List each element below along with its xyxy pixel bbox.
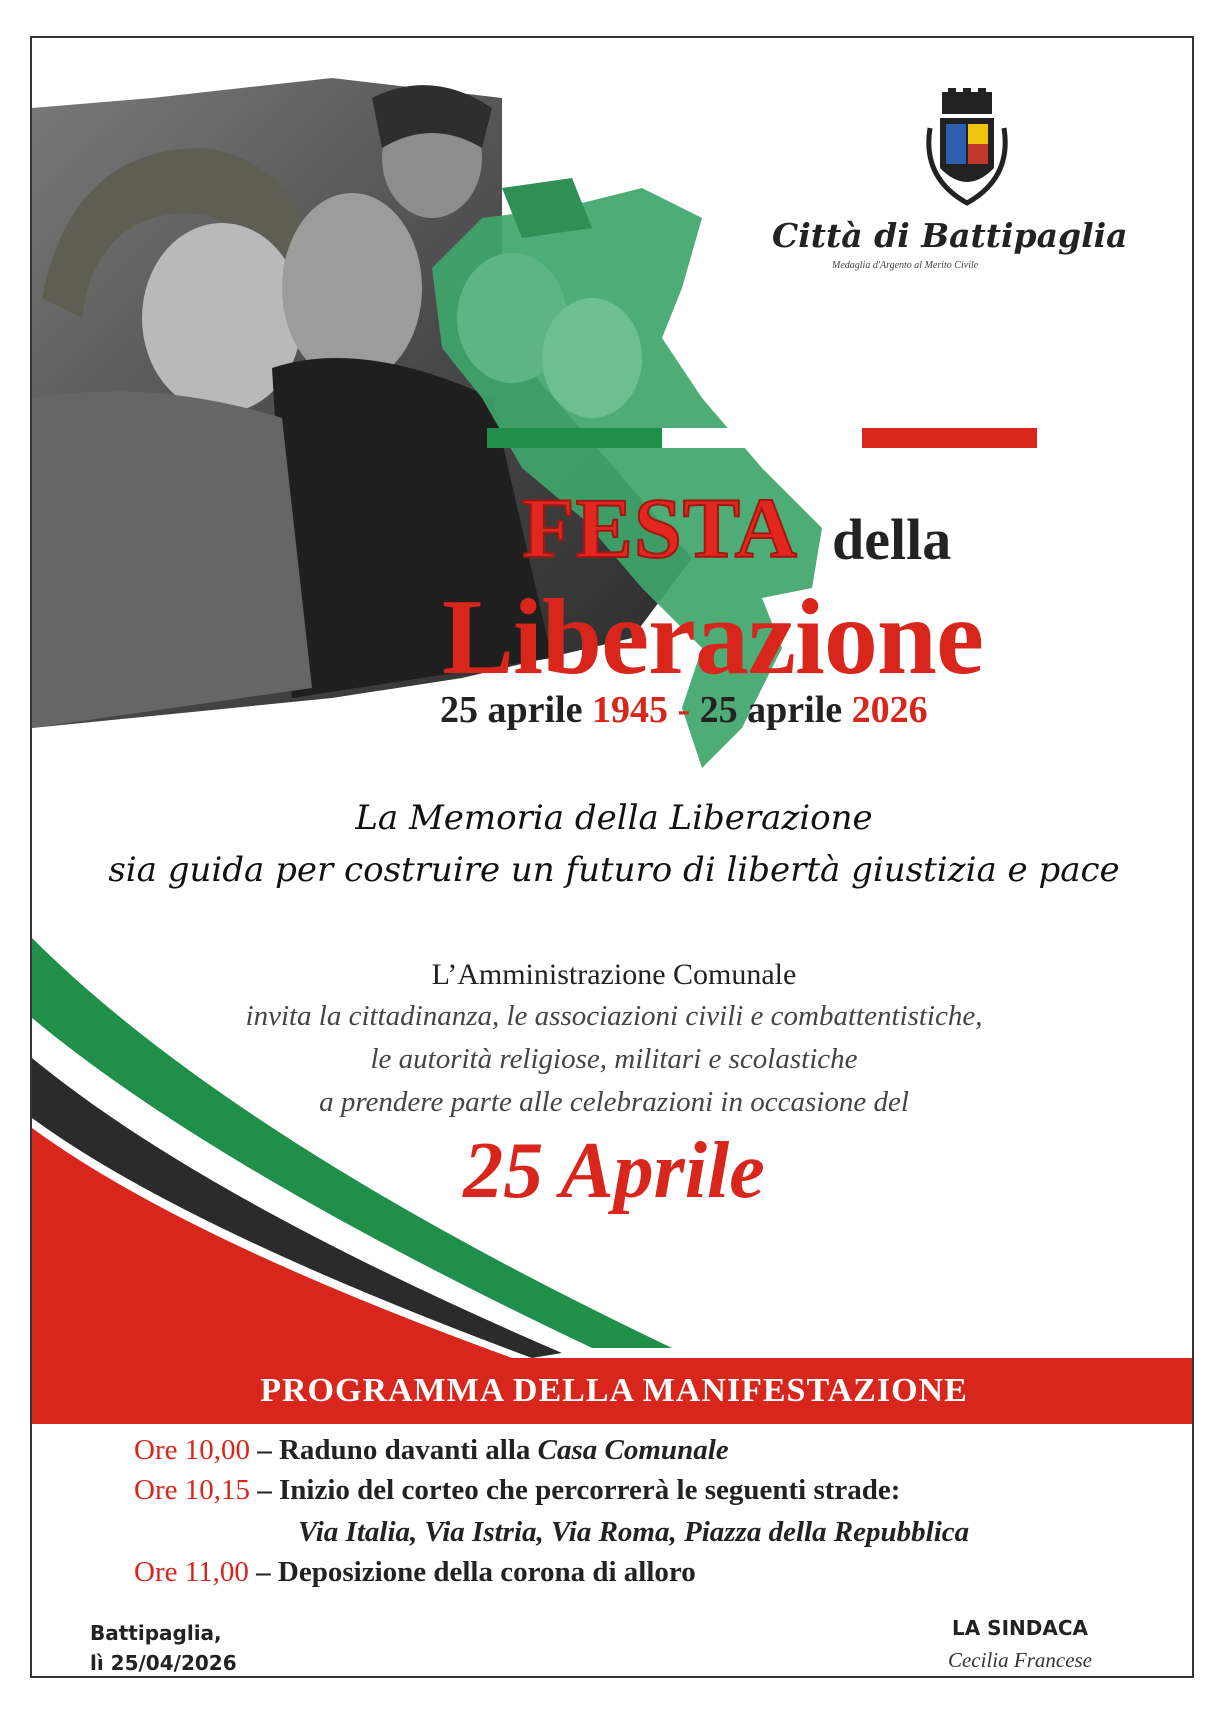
quote-line-2: sia guida per costruire un futuro di libertà giustizia e pace (108, 850, 1120, 890)
event-date: 25 Aprile (463, 1127, 765, 1215)
dates-prefix: 25 aprile (440, 689, 592, 731)
city-crest-icon (922, 88, 1012, 208)
flag-red (862, 428, 1037, 448)
tricolore-bar (487, 428, 1037, 448)
poster (30, 36, 1194, 1678)
schedule-item (134, 1556, 696, 1589)
schedule-text: – Deposizione della corona di alloro (248, 1556, 696, 1588)
schedule-text: – Inizio del corteo che percorrerà le seguenti strade: (249, 1474, 901, 1506)
invite-line-1: invita la cittadinanza, le associazioni civili e combattentistiche, (245, 1000, 983, 1032)
dates-separator: - (667, 689, 700, 731)
city-name: Città di Battipaglia (772, 216, 1128, 255)
dates-mid: 25 aprile (699, 689, 852, 731)
year-end: 2026 (851, 689, 928, 731)
title-della: della (832, 507, 952, 572)
title-dates (440, 688, 928, 732)
schedule-place: Casa Comunale (537, 1434, 729, 1466)
program-title: PROGRAMMA DELLA MANIFESTAZIONE (260, 1372, 968, 1409)
invite-line-3: a prendere parte alle celebrazioni in occasione del (319, 1086, 909, 1118)
schedule-item (134, 1434, 729, 1467)
schedule-time: Ore 10,15 (134, 1474, 250, 1506)
signature-role: LA SINDACA (951, 1616, 1088, 1640)
schedule-time: Ore 11,00 (134, 1556, 249, 1588)
flag-white (662, 428, 837, 448)
title-festa: FESTA (522, 480, 798, 576)
schedule-item (134, 1474, 900, 1507)
city-subtitle: Medaglia d'Argento al Merito Civile (832, 260, 979, 271)
title-liberazione: Liberazione (442, 578, 983, 697)
admin-heading: L’Amministrazione Comunale (431, 958, 797, 991)
schedule-text: – Raduno davanti alla (249, 1434, 538, 1466)
place-date (90, 1618, 237, 1678)
schedule-time: Ore 10,00 (134, 1434, 250, 1466)
schedule-route: Via Italia, Via Istria, Via Roma, Piazza della Repubblica (298, 1516, 970, 1548)
place: Battipaglia, (90, 1621, 222, 1645)
flag-green (487, 428, 662, 448)
invite-line-2: le autorità religiose, militari e scolastiche (370, 1043, 858, 1075)
year-start: 1945 (591, 689, 668, 731)
signature-name: Cecilia Francese (947, 1648, 1093, 1672)
quote-line-1: La Memoria della Liberazione (355, 798, 873, 838)
date: lì 25/04/2026 (90, 1651, 237, 1675)
